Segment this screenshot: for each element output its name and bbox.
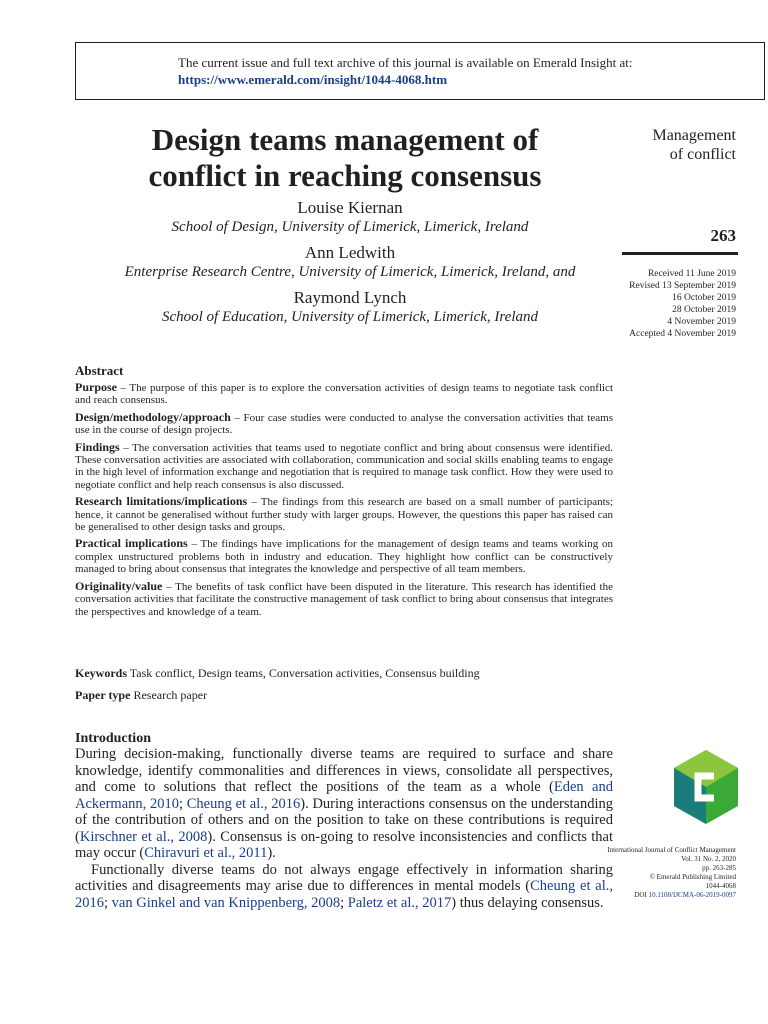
abstract-section xyxy=(75,411,613,437)
section-text: – The findings from this research are based on a small number of participants; hence, it cannot be generalised without further study with larger groups. However, the questions this paper has raised can be generalised to other design tasks and groups. xyxy=(75,496,613,534)
journal-name: International Journal of Conflict Management xyxy=(607,846,736,854)
title-line-2: conflict in reaching consensus xyxy=(148,158,542,193)
running-title-line-1: Management xyxy=(652,127,736,144)
running-title xyxy=(652,126,736,164)
keywords-value: Task conflict, Design teams, Conversation activities, Consensus building xyxy=(129,666,480,680)
text-run: ). Consensus is on-going to resolve inconsistencies and conflicts that may occur ( xyxy=(75,828,614,861)
history-date: 28 October 2019 xyxy=(672,305,736,315)
text-run: ). During interactions consensus on the understanding of the contribution of others and on the position to take on these contributions is required ( xyxy=(75,795,614,845)
paper-type-value: Research paper xyxy=(133,688,208,702)
keywords xyxy=(75,666,480,681)
abstract-section xyxy=(75,441,613,492)
paper-title xyxy=(70,122,620,194)
text-run: During decision-making, functionally diverse teams are required to surface and share knowledge, identify commonalities and differences in views, consolidate all perspectives, and come to solutions that reflect the positions of the team as a whole ( xyxy=(75,746,613,795)
history-date: Accepted 4 November 2019 xyxy=(629,329,736,339)
abstract-section xyxy=(75,495,613,533)
text-run: ) thus delaying consensus. xyxy=(451,894,604,911)
keywords-label: Keywords xyxy=(75,666,127,680)
abstract-heading: Abstract xyxy=(75,363,124,378)
author-affiliation: Enterprise Research Centre, University of Limerick, Limerick, Ireland, and xyxy=(124,264,576,280)
running-title-line-2: of conflict xyxy=(669,146,736,163)
introduction-body xyxy=(75,746,613,911)
journal-publisher: © Emerald Publishing Limited xyxy=(649,873,736,881)
paper-type-label: Paper type xyxy=(75,688,131,702)
doi-link[interactable]: 10.1108/IJCMA-06-2019-0097 xyxy=(648,891,736,899)
author-affiliation: School of Design, University of Limerick, Limerick, Ireland xyxy=(171,219,529,235)
section-label: Practical implications xyxy=(75,536,188,551)
abstract-section xyxy=(75,580,613,618)
title-line-1: Design teams management of xyxy=(151,122,539,157)
introduction-heading: Introduction xyxy=(75,731,151,746)
archive-notice-text: The current issue and full text archive of this journal is available on Emerald Insight at: xyxy=(178,55,633,70)
history-date: 16 October 2019 xyxy=(672,293,736,303)
side-divider xyxy=(622,252,738,255)
text-run: ; xyxy=(340,894,348,911)
section-label: Research limitations/implications xyxy=(75,494,248,509)
text-run: Functionally diverse teams do not always engage effectively in information sharing activities and disagreements may arise due to differences in mental models ( xyxy=(75,861,613,894)
paragraph xyxy=(75,862,613,912)
section-label: Findings xyxy=(75,439,120,454)
section-label: Originality/value xyxy=(75,578,163,593)
doi-label: DOI xyxy=(634,891,647,899)
citation-link[interactable]: Paletz et al., 2017 xyxy=(347,894,452,911)
crossmark-logo-icon xyxy=(674,750,738,824)
journal-volume: Vol. 31 No. 2, 2020 xyxy=(681,855,736,863)
citation-link[interactable]: Cheung et al., 2016 xyxy=(75,878,613,911)
journal-issn: 1044-4068 xyxy=(705,882,736,890)
abstract-section xyxy=(75,537,613,575)
section-label: Design/methodology/approach xyxy=(75,409,231,424)
journal-doi xyxy=(596,891,736,900)
section-text: – Four case studies were conducted to analyse the conversation activities that teams use in the course of design projects. xyxy=(75,411,613,437)
author-affiliation: School of Education, University of Limerick, Limerick, Ireland xyxy=(161,309,539,325)
abstract-body xyxy=(75,381,613,622)
citation-link[interactable]: van Ginkel and van Knippenberg, 2008 xyxy=(111,894,341,911)
abstract-section xyxy=(75,381,613,407)
text-run: ; xyxy=(104,894,112,911)
section-label: Purpose xyxy=(75,380,117,394)
section-text: – The benefits of task conflict have been disputed in the literature. This research has identified the conversation activities that facilitate the constructive management of task conflict to bring about consensus that integrates the perspectives and knowledge of a team. xyxy=(75,580,613,618)
author-name: Raymond Lynch xyxy=(293,288,407,307)
text-run: ; xyxy=(179,795,187,812)
paragraph xyxy=(75,746,613,862)
citation-link[interactable]: Chiravuri et al., 2011 xyxy=(144,845,268,861)
archive-notice xyxy=(178,54,633,88)
section-text: – The findings have implications for the management of design teams and teams working on complex unstructured problems both in industry and education. They highlight how conflict can be constructively managed to bring about consensus that integrates the knowledge and perspective of all team members. xyxy=(75,538,613,576)
citation-link[interactable]: Cheung et al., 2016 xyxy=(186,795,301,812)
journal-url-link[interactable]: https://www.emerald.com/insight/1044-4068.htm xyxy=(178,72,448,87)
history-date: Revised 13 September 2019 xyxy=(629,281,736,291)
citation-link[interactable]: Eden and Ackermann, 2010 xyxy=(75,779,613,812)
author-name: Ann Ledwith xyxy=(304,243,396,262)
journal-pages: pp. 263-285 xyxy=(702,864,736,872)
author-name: Louise Kiernan xyxy=(297,198,403,217)
section-text: – The purpose of this paper is to explore the conversation activities of design teams to negotiate task conflict and reach consensus. xyxy=(75,382,613,407)
history-date: Received 11 June 2019 xyxy=(647,269,736,279)
paper-type xyxy=(75,688,207,703)
text-run: ). xyxy=(267,845,276,861)
history-date: 4 November 2019 xyxy=(667,317,736,327)
page-number: 263 xyxy=(710,226,736,245)
journal-info xyxy=(596,846,736,900)
citation-link[interactable]: Kirschner et al., 2008 xyxy=(79,828,208,845)
section-text: – The conversation activities that teams used to negotiate conflict and bring about consensus were identified. These conversation activities are associated with collaboration, communication and social skills enabling teams to engage in the high level of information exchange and negotiation that is required to manage task conflict. How they were used to negotiate conflict and help reach consensus is also discussed. xyxy=(75,441,613,491)
article-history xyxy=(629,268,736,340)
